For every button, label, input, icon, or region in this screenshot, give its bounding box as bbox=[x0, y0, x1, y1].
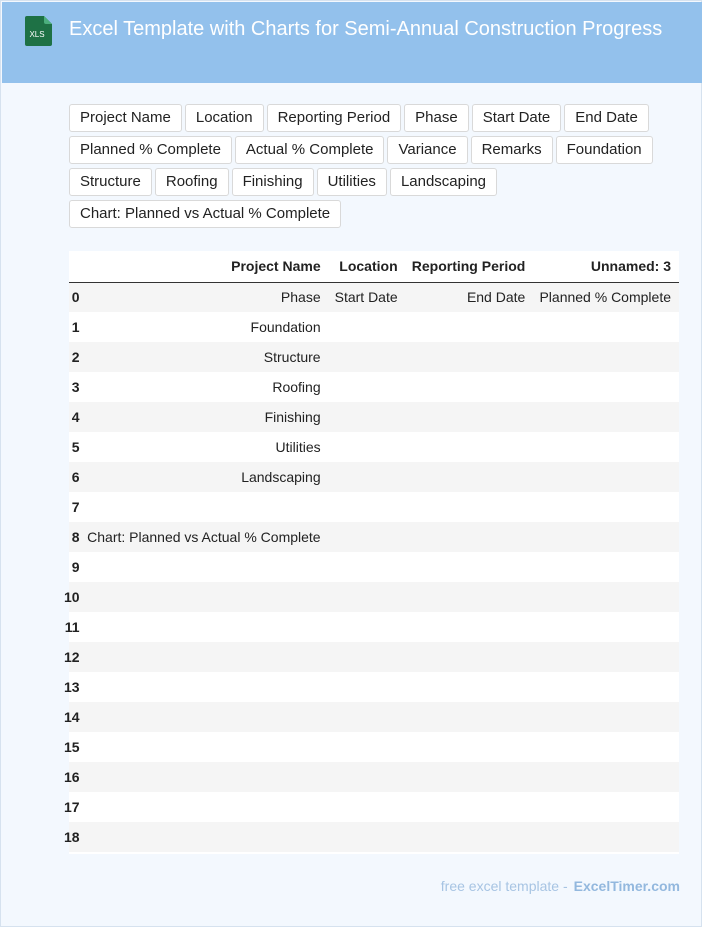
column-chip[interactable]: Foundation bbox=[556, 136, 653, 164]
row-index-label: 6 bbox=[71, 469, 80, 485]
table-cell bbox=[329, 762, 406, 792]
table-cell bbox=[406, 312, 534, 342]
column-chip[interactable]: Landscaping bbox=[390, 168, 497, 196]
row-index-label: 4 bbox=[71, 409, 80, 425]
row-index-label: 8 bbox=[71, 529, 80, 545]
table-cell bbox=[329, 612, 406, 642]
table-cell bbox=[80, 702, 329, 732]
table-row bbox=[69, 492, 679, 522]
table-cell bbox=[329, 492, 406, 522]
column-chip[interactable]: Remarks bbox=[471, 136, 553, 164]
table-cell bbox=[80, 822, 329, 852]
table-cell bbox=[533, 312, 679, 342]
row-index-label: 9 bbox=[71, 559, 80, 575]
table-row bbox=[69, 522, 679, 552]
table-cell bbox=[329, 342, 406, 372]
row-index bbox=[69, 462, 80, 492]
row-index bbox=[69, 312, 80, 342]
column-chip[interactable]: Structure bbox=[69, 168, 152, 196]
table-cell bbox=[533, 702, 679, 732]
table-cell bbox=[406, 552, 534, 582]
table-cell bbox=[329, 522, 406, 552]
table-cell bbox=[80, 672, 329, 702]
table-cell bbox=[406, 672, 534, 702]
row-index-label: 14 bbox=[64, 709, 80, 725]
table-cell: Utilities bbox=[80, 432, 329, 462]
footer-brand-link[interactable]: ExcelTimer.com bbox=[573, 878, 680, 894]
table-cell bbox=[406, 732, 534, 762]
table-cell bbox=[406, 762, 534, 792]
row-index-label: 7 bbox=[71, 499, 80, 515]
row-index bbox=[64, 642, 80, 672]
table-cell: Phase bbox=[80, 282, 329, 312]
row-index-label: 15 bbox=[64, 739, 80, 755]
table-cell: Planned % Complete bbox=[533, 282, 679, 312]
table-cell bbox=[406, 792, 534, 822]
table-cell bbox=[329, 372, 406, 402]
table-cell bbox=[406, 492, 534, 522]
table-row bbox=[69, 642, 679, 672]
table-cell bbox=[533, 522, 679, 552]
table-row bbox=[69, 732, 679, 762]
table-row bbox=[69, 402, 679, 432]
row-index-label: 5 bbox=[71, 439, 80, 455]
table-cell: Finishing bbox=[80, 402, 329, 432]
table-cell bbox=[329, 822, 406, 852]
row-index bbox=[69, 432, 80, 462]
table-cell bbox=[80, 492, 329, 522]
row-index-label: 13 bbox=[64, 679, 80, 695]
row-index bbox=[64, 672, 80, 702]
table-cell bbox=[533, 612, 679, 642]
row-index bbox=[69, 342, 80, 372]
row-index bbox=[64, 582, 80, 612]
table-row bbox=[69, 822, 679, 852]
row-index-label: 2 bbox=[71, 349, 80, 365]
table-cell bbox=[533, 642, 679, 672]
table-cell bbox=[533, 432, 679, 462]
table-cell bbox=[329, 732, 406, 762]
row-index-label: 0 bbox=[71, 289, 80, 306]
table-row bbox=[69, 762, 679, 792]
column-chip[interactable]: End Date bbox=[564, 104, 649, 132]
data-table-container[interactable] bbox=[64, 251, 679, 854]
row-index bbox=[69, 372, 80, 402]
column-header: Project Name bbox=[80, 251, 329, 282]
table-cell bbox=[406, 702, 534, 732]
column-chip[interactable]: Chart: Planned vs Actual % Complete bbox=[69, 200, 341, 228]
table-cell bbox=[80, 792, 329, 822]
column-chip[interactable]: Reporting Period bbox=[267, 104, 402, 132]
row-index-label: 16 bbox=[64, 769, 80, 785]
table-cell bbox=[406, 642, 534, 672]
column-header: Unnamed: 3 bbox=[533, 251, 679, 282]
table-cell bbox=[533, 762, 679, 792]
table-row bbox=[69, 792, 679, 822]
table-cell bbox=[533, 792, 679, 822]
table-cell bbox=[80, 762, 329, 792]
table-cell: Landscaping bbox=[80, 462, 329, 492]
table-cell bbox=[533, 402, 679, 432]
column-chip[interactable]: Actual % Complete bbox=[235, 136, 385, 164]
table-cell bbox=[329, 552, 406, 582]
table-header-row bbox=[69, 251, 679, 282]
table-cell bbox=[533, 342, 679, 372]
column-chip[interactable]: Finishing bbox=[232, 168, 314, 196]
column-chip[interactable]: Planned % Complete bbox=[69, 136, 232, 164]
row-index bbox=[64, 702, 80, 732]
table-row bbox=[69, 582, 679, 612]
column-chip[interactable]: Project Name bbox=[69, 104, 182, 132]
row-index bbox=[64, 762, 80, 792]
icon-label: XLS bbox=[29, 30, 45, 39]
table-cell bbox=[80, 612, 329, 642]
row-index bbox=[69, 552, 80, 582]
column-header: Reporting Period bbox=[406, 251, 534, 282]
row-index-label: 10 bbox=[64, 589, 80, 605]
table-cell bbox=[80, 552, 329, 582]
table-cell bbox=[406, 822, 534, 852]
table-cell: Roofing bbox=[80, 372, 329, 402]
page-title: Excel Template with Charts for Semi-Annual Construction Progress bbox=[69, 18, 663, 40]
table-cell bbox=[406, 612, 534, 642]
table-cell bbox=[329, 642, 406, 672]
table-cell bbox=[533, 822, 679, 852]
row-index bbox=[69, 402, 80, 432]
table-cell bbox=[406, 342, 534, 372]
table-cell bbox=[533, 582, 679, 612]
table-row bbox=[69, 372, 679, 402]
table-cell bbox=[533, 372, 679, 402]
row-index-label: 1 bbox=[71, 319, 80, 335]
column-chip[interactable]: Start Date bbox=[472, 104, 562, 132]
table-row bbox=[69, 462, 679, 492]
table-row bbox=[69, 432, 679, 462]
table-cell bbox=[329, 792, 406, 822]
table-cell: Start Date bbox=[329, 282, 406, 312]
table-cell bbox=[406, 372, 534, 402]
table-cell bbox=[329, 702, 406, 732]
table-row bbox=[69, 702, 679, 732]
table-cell bbox=[406, 432, 534, 462]
row-index bbox=[64, 612, 80, 642]
table-cell bbox=[329, 432, 406, 462]
column-chips bbox=[69, 104, 669, 228]
row-index bbox=[69, 282, 80, 312]
table-cell bbox=[329, 462, 406, 492]
table-row bbox=[69, 342, 679, 372]
index-header bbox=[69, 251, 80, 282]
table-cell: Foundation bbox=[80, 312, 329, 342]
table-cell bbox=[406, 582, 534, 612]
table-cell bbox=[80, 642, 329, 672]
row-index bbox=[69, 492, 80, 522]
row-index bbox=[69, 522, 80, 552]
row-index-label: 12 bbox=[64, 649, 80, 665]
footer bbox=[441, 878, 680, 894]
row-index-label: 3 bbox=[71, 379, 80, 395]
table-cell bbox=[406, 462, 534, 492]
table-cell: Structure bbox=[80, 342, 329, 372]
table-cell bbox=[406, 402, 534, 432]
row-index bbox=[64, 822, 80, 852]
table-cell bbox=[329, 312, 406, 342]
column-chip[interactable]: Variance bbox=[387, 136, 467, 164]
table-cell bbox=[329, 672, 406, 702]
footer-text: free excel template - bbox=[440, 878, 568, 894]
table-cell: End Date bbox=[406, 282, 534, 312]
table-body bbox=[64, 282, 679, 852]
header-bar bbox=[2, 2, 702, 83]
table-cell bbox=[533, 732, 679, 762]
column-chip[interactable]: Utilities bbox=[317, 168, 387, 196]
table-cell bbox=[80, 732, 329, 762]
table-row bbox=[69, 612, 679, 642]
row-index-label: 18 bbox=[64, 829, 80, 845]
table-row bbox=[69, 672, 679, 702]
table-cell bbox=[533, 492, 679, 522]
table-cell: Chart: Planned vs Actual % Complete bbox=[80, 522, 329, 552]
table-cell bbox=[329, 402, 406, 432]
column-chip[interactable]: Roofing bbox=[155, 168, 229, 196]
table-cell bbox=[406, 522, 534, 552]
table-cell bbox=[80, 582, 329, 612]
table-row bbox=[69, 552, 679, 582]
row-index bbox=[64, 732, 80, 762]
table-cell bbox=[533, 552, 679, 582]
row-index-label: 17 bbox=[64, 799, 80, 815]
column-chip[interactable]: Location bbox=[185, 104, 264, 132]
table-row bbox=[69, 282, 679, 312]
table-cell bbox=[533, 462, 679, 492]
table-cell bbox=[329, 582, 406, 612]
column-header: Location bbox=[329, 251, 406, 282]
data-table bbox=[64, 251, 679, 852]
column-chip[interactable]: Phase bbox=[404, 104, 469, 132]
table-cell bbox=[533, 672, 679, 702]
row-index-label: 11 bbox=[64, 619, 80, 635]
table-row bbox=[69, 312, 679, 342]
row-index bbox=[64, 792, 80, 822]
